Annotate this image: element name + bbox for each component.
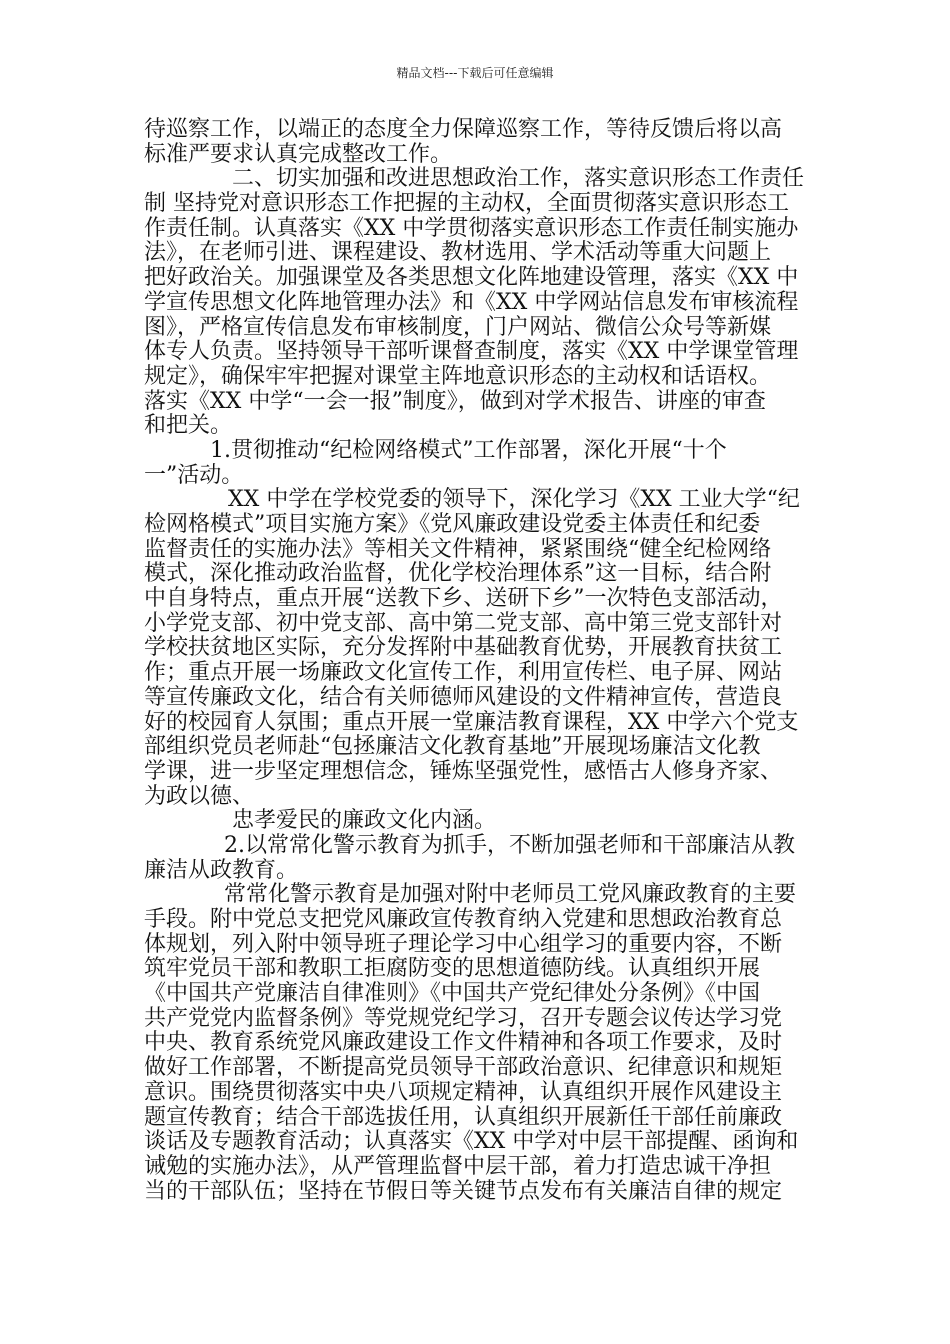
text-line: 体规划，列入附中领导班子理论学习中心组学习的重要内容，不断 [144, 931, 783, 957]
paragraph-start: 常常化警示教育是加强对附中老师员工党风廉政教育的主要 [224, 882, 797, 908]
text-line: 部组织党员老师赴“包拯廉洁文化教育基地”开展现场廉洁文化教 [144, 734, 761, 760]
section-heading: 二、切实加强和改进思想政治工作，落实意识形态工作责任 [232, 166, 805, 192]
text-line: 和把关。 [144, 413, 233, 439]
document-body [144, 118, 816, 1204]
text-line: 当的干部队伍；坚持在节假日等关键节点发布有关廉洁自律的规定 [144, 1178, 783, 1204]
text-line: 检网格模式”项目实施方案》《党风廉政建设党委主体责任和纪委 [144, 512, 761, 537]
text-line: 待巡察工作，以端正的态度全力保障巡察工作，等待反馈后将以高 [144, 117, 783, 142]
text-line: 一”活动。 [144, 462, 244, 488]
text-line: 监督责任的实施办法》等相关文件精神，紧紧围绕“健全纪检网络 [144, 536, 772, 562]
text-line: 为政以德、 [144, 783, 255, 809]
text-line: 学校扶贫地区实际，充分发挥附中基础教育优势，开展教育扶贫工 [144, 635, 783, 661]
text-line: 小学党支部、初中党支部、高中第二党支部、高中第三党支部针对 [144, 610, 783, 636]
subsection-heading: 2.以常常化警示教育为抓手，不断加强老师和干部廉洁从教 [224, 832, 795, 858]
text-line: 中央、教育系统党风廉政建设工作文件精神和各项工作要求，及时 [144, 1030, 783, 1056]
text-line: 廉洁从政教育。 [144, 857, 299, 883]
text-line: 学课，进一步坚定理想信念，锤炼坚强党性，感悟古人修身齐家、 [144, 758, 783, 784]
text-line: 题宣传教育；结合干部选拔任用，认真组织开展新任干部任前廉政 [144, 1104, 783, 1130]
text-line: 作；重点开展一场廉政文化宣传工作，利用宣传栏、电子屏、网站 [144, 660, 783, 686]
text-line: 规定》，确保牢牢把握对课堂主阵地意识形态的主动权和话语权。 [144, 363, 772, 389]
text-line: 体专人负责。坚持领导干部听课督查制度，落实《XX 中学课堂管理 [144, 339, 799, 365]
text-line: 忠孝爱民的廉政文化内涵。 [232, 808, 497, 834]
text-line: 落实《XX 中学“一会一报”制度》，做到对学术报告、讲座的审查 [144, 388, 766, 414]
paragraph-start: XX 中学在学校党委的领导下，深化学习《XX 工业大学“纪 [228, 487, 800, 513]
text-line: 共产党党内监督条例》等党规党纪学习，召开专题会议传达学习党 [144, 1005, 783, 1031]
text-line: 制 坚持党对意识形态工作把握的主动权，全面贯彻落实意识形态工 [144, 191, 789, 217]
text-line: 筑牢党员干部和教职工拒腐防变的思想道德防线。认真组织开展 [144, 956, 761, 982]
text-line: 《中国共产党廉洁自律准则》《中国共产党纪律处分条例》《中国 [144, 981, 761, 1007]
text-line: 把好政治关。加强课堂及各类思想文化阵地建设管理，落实《XX 中 [144, 265, 799, 291]
text-line: 等宣传廉政文化，结合有关师德师风建设的文件精神宣传，营造良 [144, 684, 783, 710]
text-line: 图》，严格宣传信息发布审核制度，门户网站、微信公众号等新媒 [144, 314, 772, 340]
text-line: 诫勉的实施办法》，从严管理监督中层干部，着力打造忠诚干净担 [144, 1153, 772, 1179]
subsection-heading: 1.贯彻推动“纪检网络模式”工作部署，深化开展“十个 [210, 437, 727, 463]
text-line: 好的校园育人氛围；重点开展一堂廉洁教育课程，XX 中学六个党支 [144, 709, 799, 735]
text-line: 意识。围绕贯彻落实中央八项规定精神，认真组织开展作风建设主 [144, 1079, 783, 1105]
text-line: 标准严要求认真完成整改工作。 [144, 141, 453, 167]
text-line: 作责任制。认真落实《XX 中学贯彻落实意识形态工作责任制实施办 [144, 215, 799, 241]
page-header: 精品文档---下载后可任意编辑 [396, 66, 554, 80]
text-line: 学宣传思想文化阵地管理办法》和《XX 中学网站信息发布审核流程 [144, 289, 799, 315]
text-line: 手段。附中党总支把党风廉政宣传教育纳入党建和思想政治教育总 [144, 907, 783, 932]
text-line: 谈话及专题教育活动；认真落实《XX 中学对中层干部提醒、函询和 [144, 1129, 799, 1155]
text-line: 做好工作部署，不断提高党员领导干部政治意识、纪律意识和规矩 [144, 1055, 783, 1081]
text-line: 模式，深化推动政治监督，优化学校治理体系”这一目标，结合附 [144, 561, 772, 587]
text-line: 中自身特点，重点开展“送教下乡、送研下乡”一次特色支部活动， [144, 586, 783, 612]
text-line: 法》，在老师引进、课程建设、教材选用、学术活动等重大问题上 [144, 240, 772, 266]
